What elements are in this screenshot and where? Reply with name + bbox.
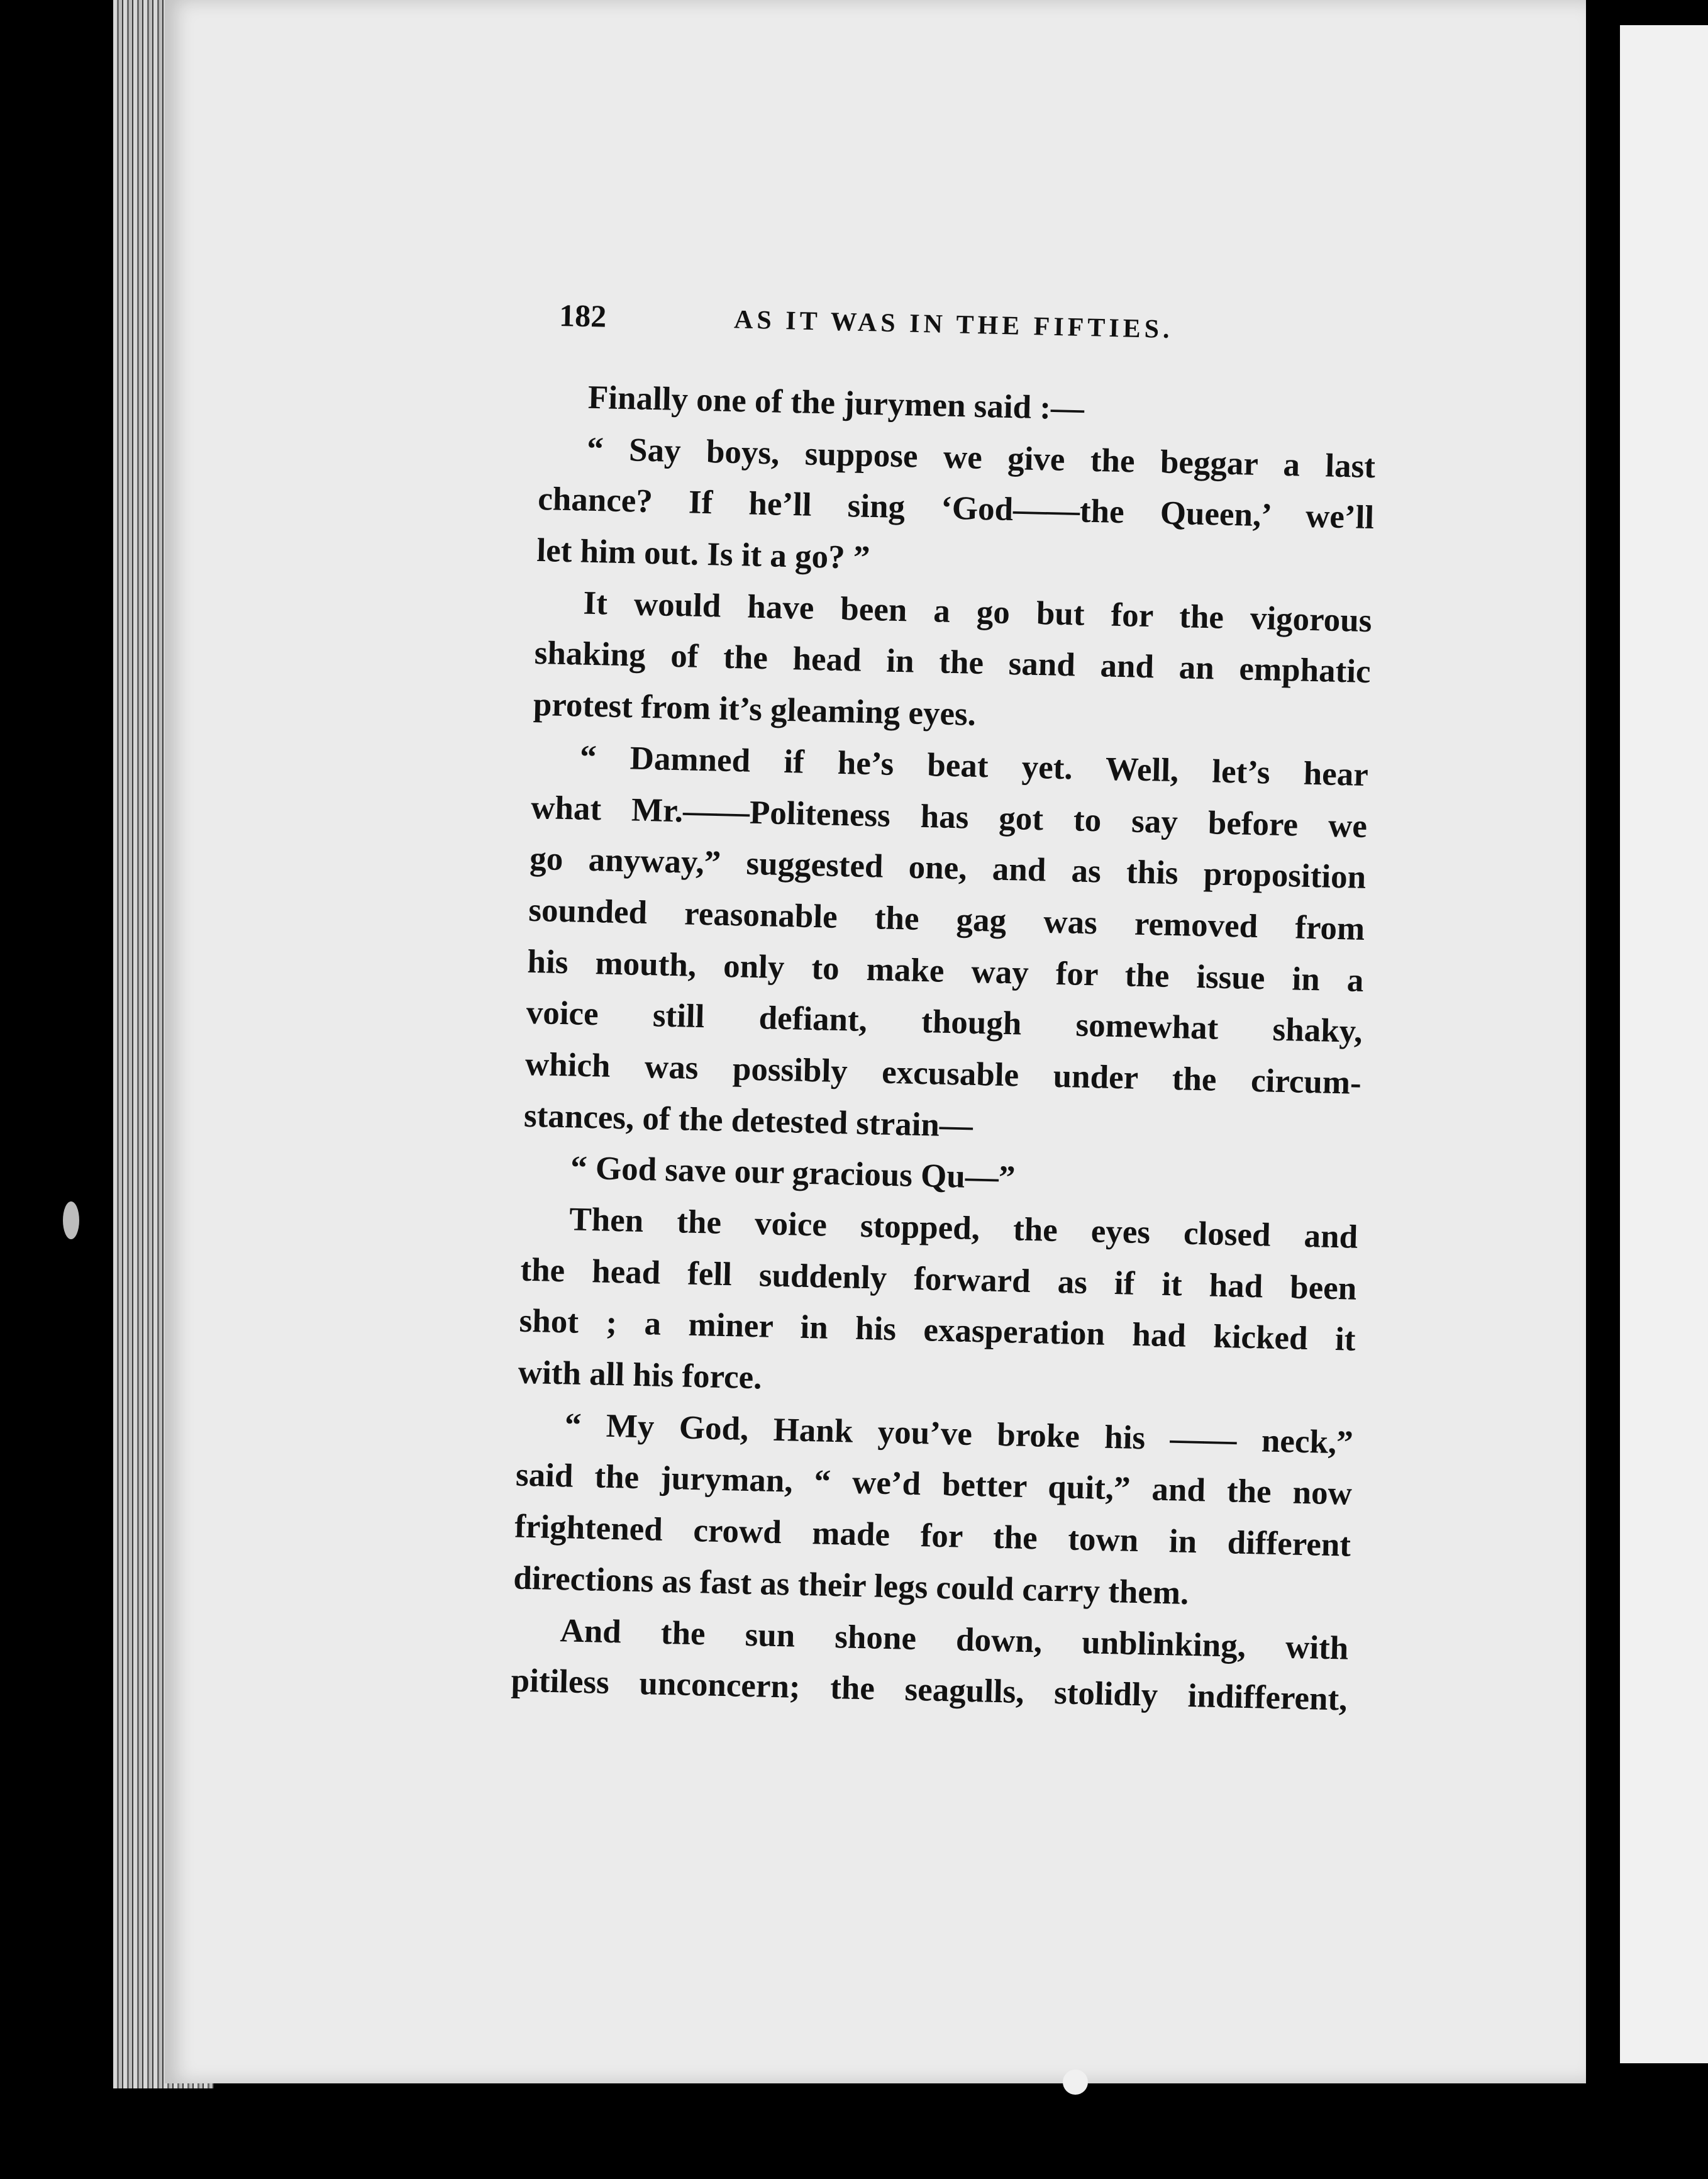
body-text (511, 371, 1377, 1726)
text-line: his mouth, only to make way for the issue in a (527, 943, 1365, 999)
text-line: what Mr.——Politeness has got to say before we (530, 789, 1368, 845)
text-line: directions as fast as their legs could carry them. (513, 1559, 1189, 1612)
text-line: “ God save our gracious Qu—” (570, 1149, 1016, 1196)
text-line: chance? If he’ll sing ‘God——the Queen,’ we’ll (537, 481, 1375, 537)
facing-page-edge (1620, 25, 1708, 2063)
text-line: go anyway,” suggested one, and as this proposition (529, 840, 1367, 896)
text-line: sounded reasonable the gag was removed from (528, 891, 1365, 947)
text-line: pitiless unconcern; the seagulls, stolidly indifferent, (511, 1662, 1348, 1718)
paper-speck (1063, 2070, 1088, 2095)
text-line: the head fell suddenly forward as if it had been (519, 1251, 1357, 1307)
text-line: shot ; a miner in his exasperation had kicked it (519, 1302, 1356, 1359)
text-line: said the juryman, “ we’d better quit,” and the now (515, 1456, 1353, 1513)
text-line: frightened crowd made for the town in different (514, 1508, 1351, 1564)
paper-speck (63, 1201, 79, 1239)
text-line: shaking of the head in the sand and an emphatic (534, 635, 1372, 691)
text-line: with all his force. (518, 1354, 763, 1396)
text-line: It would have been a go but for the vigorous (583, 584, 1372, 639)
text-line: “ Damned if he’s beat yet. Well, let’s hear (579, 738, 1369, 793)
running-title: AS IT WAS IN THE FIFTIES. (733, 305, 1174, 345)
text-line: stances, of the detested strain— (523, 1097, 973, 1144)
text-line: voice still defiant, though somewhat shaky, (526, 994, 1363, 1050)
text-line: Finally one of the jurymen said :— (587, 379, 1085, 427)
text-line: “ Say boys, suppose we give the beggar a last (586, 430, 1376, 485)
text-line: protest from it’s gleaming eyes. (533, 686, 977, 733)
text-line: let him out. Is it a go? ” (536, 532, 871, 577)
text-line: which was possibly excusable under the circum- (524, 1045, 1362, 1101)
text-line: “ My God, Hank you’ve broke his —— neck,” (564, 1407, 1354, 1461)
text-line: Then the voice stopped, the eyes closed and (568, 1201, 1358, 1256)
text-line: And the sun shone down, unblinking, with (559, 1612, 1349, 1667)
page-number: 182 (558, 297, 607, 334)
